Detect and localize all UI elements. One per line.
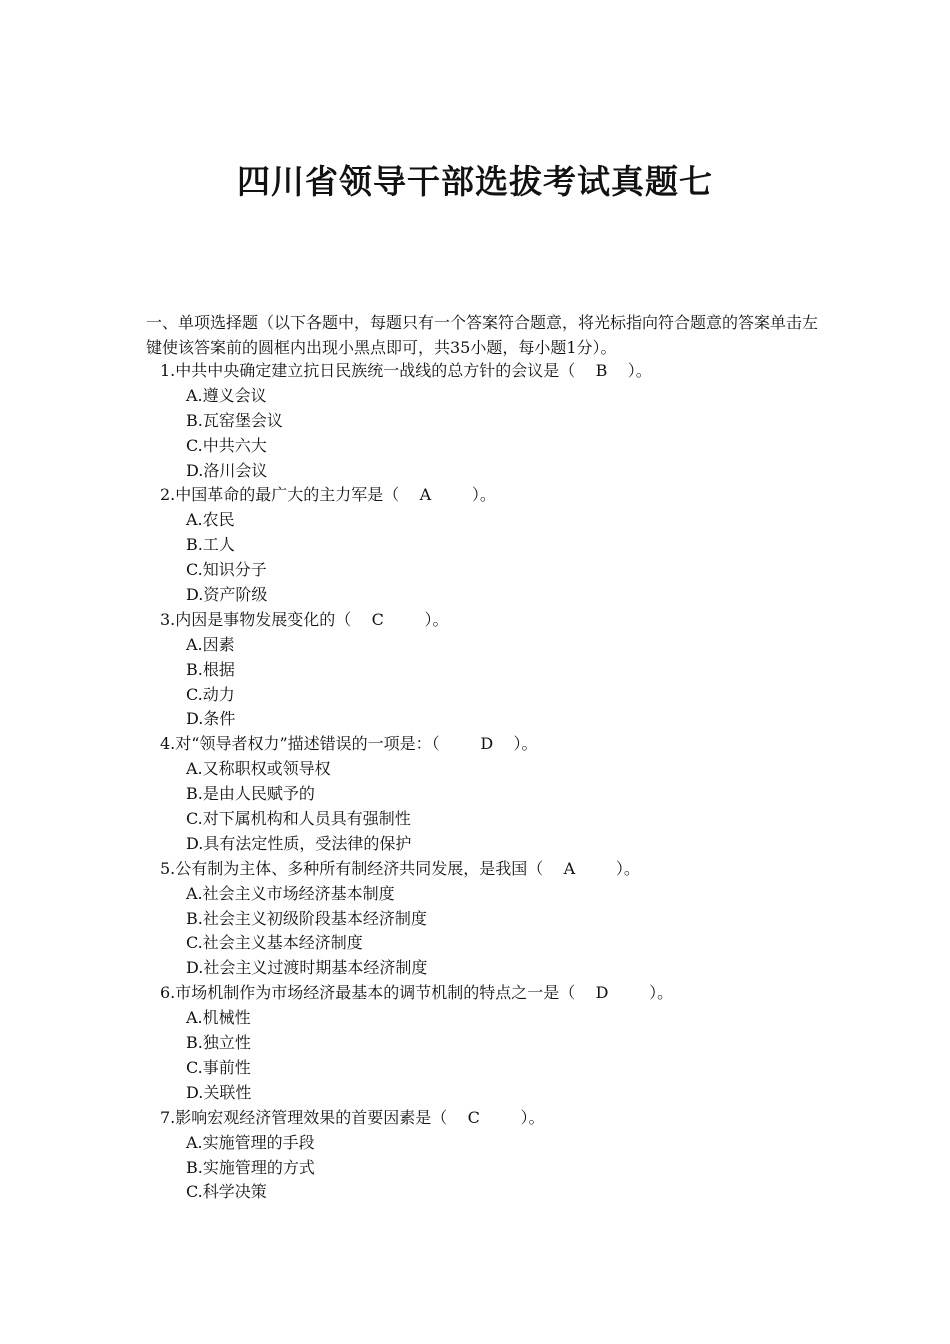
option-d: D.关联性: [186, 1082, 252, 1102]
page-title: 四川省领导干部选拔考试真题七: [237, 162, 713, 201]
option-c: C.动力: [186, 684, 235, 704]
question-stem: 3.内因是事物发展变化的（ C ）。: [160, 609, 449, 629]
option-d: D.洛川会议: [186, 460, 268, 480]
question-4: [0, 732, 950, 856]
option-c: C.社会主义基本经济制度: [186, 933, 363, 953]
question-1: [0, 359, 950, 483]
question-list: [0, 359, 950, 1205]
option-a: A.实施管理的手段: [186, 1132, 315, 1152]
question-6: [0, 981, 950, 1105]
option-b: B.根据: [186, 659, 235, 679]
option-b: B.瓦窑堡会议: [186, 410, 283, 430]
option-a: A.遵义会议: [186, 385, 267, 405]
option-a: A.农民: [186, 510, 235, 530]
option-d: D.资产阶级: [186, 585, 268, 605]
option-b: B.是由人民赋予的: [186, 784, 315, 804]
question-stem: 6.市场机制作为市场经济最基本的调节机制的特点之一是（ D ）。: [160, 983, 674, 1003]
section-intro: 一、单项选择题（以下各题中，每题只有一个答案符合题意，将光标指向符合题意的答案单击左键使该答案前的圆框内出现小黑点即可，共35小题，每小题1分）。: [146, 313, 819, 357]
question-stem: 4.对“领导者权力”描述错误的一项是：（ D ）。: [160, 734, 538, 754]
question-stem: 7.影响宏观经济管理效果的首要因素是（ C ）。: [160, 1107, 545, 1127]
option-c: C.对下属机构和人员具有强制性: [186, 809, 411, 829]
option-a: A.因素: [186, 634, 235, 654]
option-b: B.独立性: [186, 1033, 251, 1053]
question-stem: 2.中国革命的最广大的主力军是（ A ）。: [160, 485, 496, 505]
option-b: B.工人: [186, 535, 235, 555]
option-a: A.机械性: [186, 1008, 251, 1028]
question-stem: 1.中共中央确定建立抗日民族统一战线的总方针的会议是（ B ）。: [160, 361, 652, 380]
question-5: [0, 857, 950, 981]
option-d: D.具有法定性质，受法律的保护: [186, 833, 412, 853]
option-b: B.社会主义初级阶段基本经济制度: [186, 908, 427, 928]
option-d: D.条件: [186, 709, 236, 729]
question-3: [0, 608, 950, 732]
option-a: A.社会主义市场经济基本制度: [186, 883, 395, 903]
option-b: B.实施管理的方式: [186, 1157, 315, 1177]
option-c: C.中共六大: [186, 435, 267, 455]
question-stem: 5.公有制为主体、多种所有制经济共同发展，是我国（ A ）。: [160, 858, 640, 878]
option-a: A.又称职权或领导权: [186, 759, 331, 779]
question-7: [0, 1106, 950, 1206]
option-c: C.事前性: [186, 1057, 251, 1077]
option-d: D.社会主义过渡时期基本经济制度: [186, 958, 428, 978]
option-c: C.知识分子: [186, 560, 267, 580]
option-c: C.科学决策: [186, 1182, 267, 1202]
question-2: [0, 483, 950, 607]
